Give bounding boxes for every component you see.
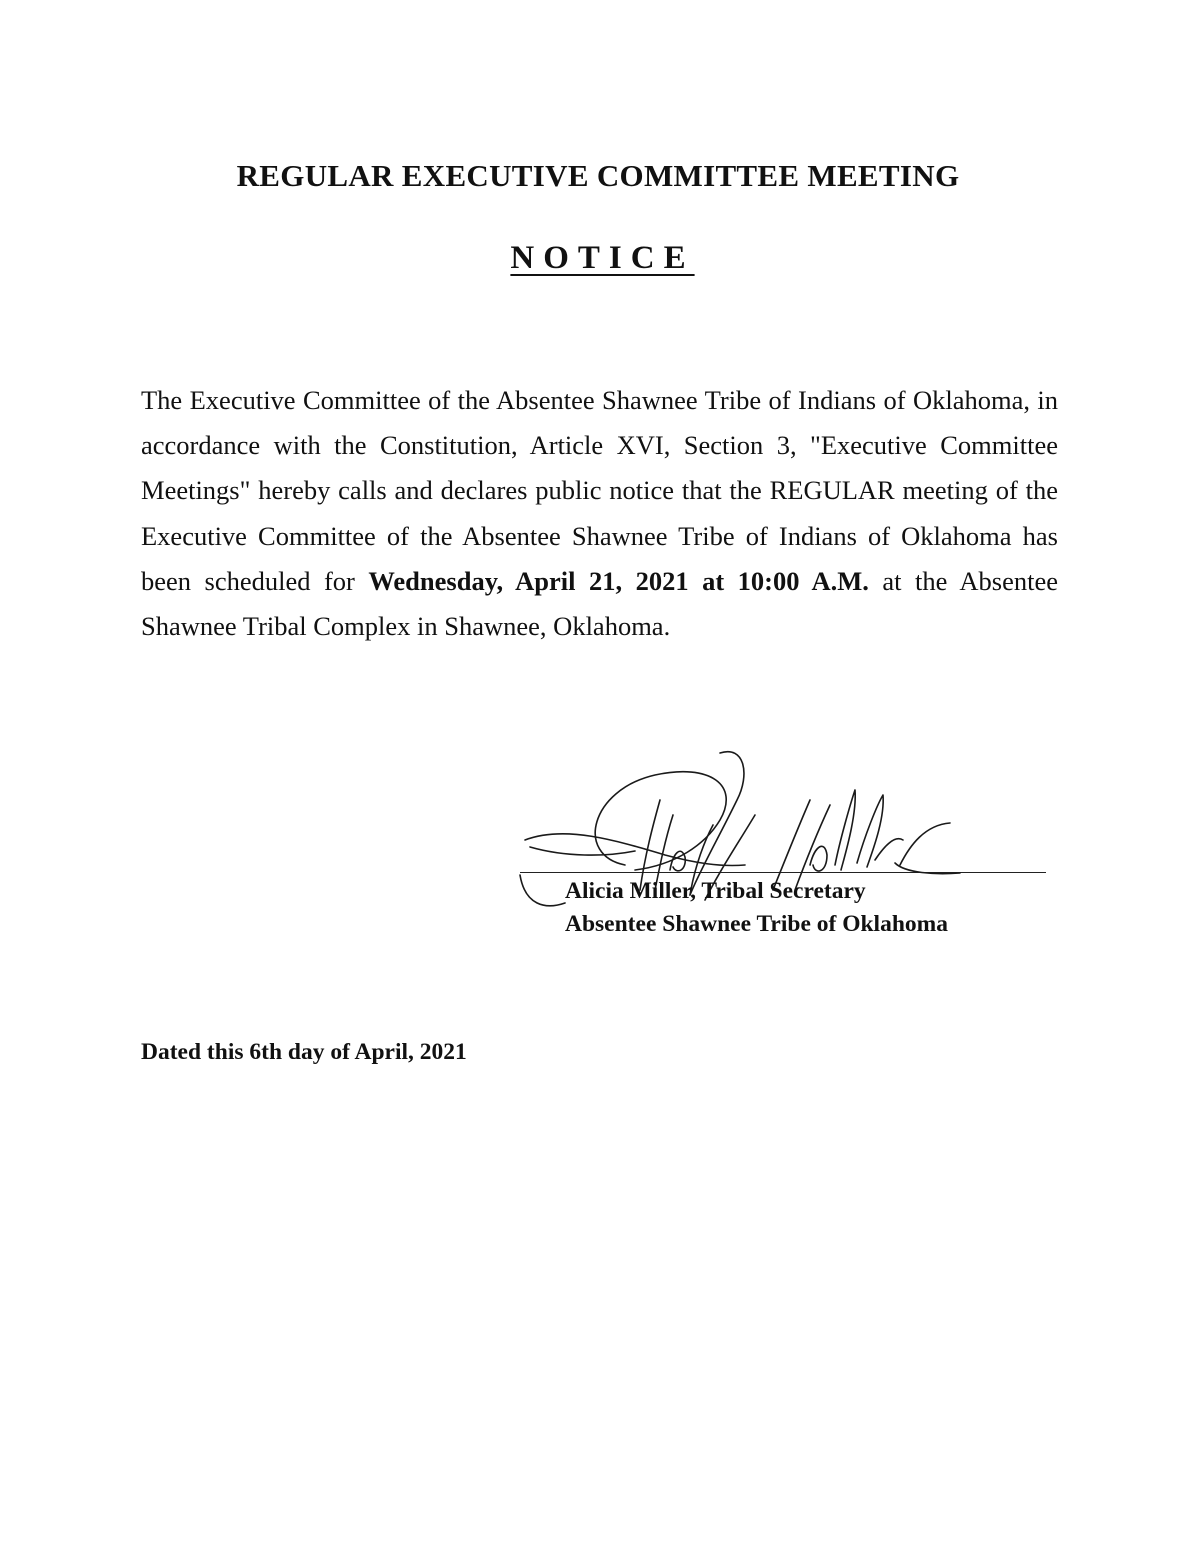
meeting-date-time: Wednesday, April 21, 2021 at 10:00 A.M. <box>368 565 869 596</box>
notice-heading <box>0 240 1196 277</box>
signer-block <box>565 875 948 941</box>
dated-line: Dated this 6th day of April, 2021 <box>141 1039 467 1065</box>
notice-heading-text: NOTICE <box>510 240 695 276</box>
notice-body-part1: The Executive Committee of the Absentee Shawnee Tribe of Indians of Oklahoma, in accordance with the Constitution, Article XVI, Section 3, "Executive Committee Meetings" hereby calls and declares public notice that the REGULAR meeting of the Executive Committee of the Absentee Shawnee Tribe of Indians of Oklahoma has been scheduled for <box>141 385 1058 596</box>
notice-body <box>141 378 1058 649</box>
signer-name-title: Alicia Miller, Tribal Secretary <box>565 878 866 904</box>
page-title: REGULAR EXECUTIVE COMMITTEE MEETING <box>236 158 960 193</box>
signer-organization: Absentee Shawnee Tribe of Oklahoma <box>565 911 948 937</box>
notice-body-part2: at the Absentee Shawnee Tribal Complex in Shawnee, Oklahoma. <box>141 565 1059 642</box>
